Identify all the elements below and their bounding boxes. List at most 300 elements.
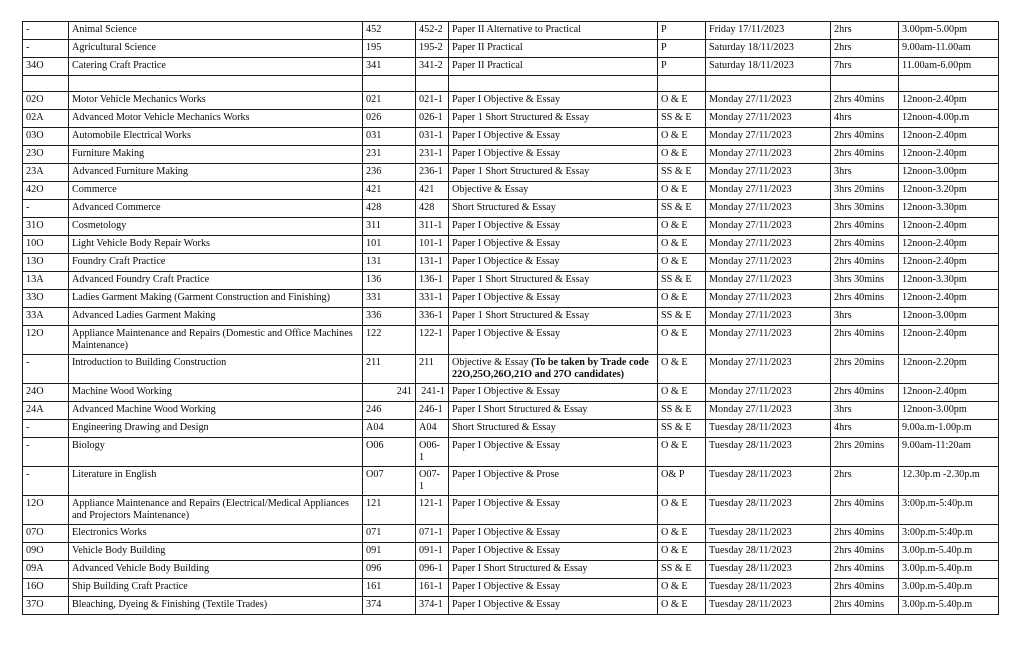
cell-date: Monday 27/11/2023 [706,254,831,272]
cell-date: Monday 27/11/2023 [706,146,831,164]
cell-paper-type: Paper I Objective & Essay [449,146,658,164]
cell-paper-code: 231-1 [416,146,449,164]
cell-subject-code: O07 [363,467,416,496]
cell-marking [658,76,706,92]
cell-paper-type [449,76,658,92]
cell-subject-code: O06 [363,438,416,467]
cell-date: Monday 27/11/2023 [706,200,831,218]
table-row [23,254,999,272]
cell-subject-code: 231 [363,146,416,164]
table-row [23,272,999,290]
cell-marking: O & E [658,438,706,467]
cell-subject: Appliance Maintenance and Repairs (Electrical/Medical Appliances and Projectors Maintenance) [69,496,363,525]
cell-duration: 3hrs 20mins [831,182,899,200]
table-row [23,597,999,615]
cell-marking: P [658,58,706,76]
cell-subject-code: 121 [363,496,416,525]
cell-date: Saturday 18/11/2023 [706,40,831,58]
cell-subject: Biology [69,438,363,467]
cell-paper-type: Paper I Objective & Essay [449,326,658,355]
cell-date: Friday 17/11/2023 [706,22,831,40]
cell-trade-code: - [23,467,69,496]
cell-subject-code: 241 [363,384,416,402]
table-row [23,146,999,164]
cell-subject: Cosmetology [69,218,363,236]
cell-trade-code: 02A [23,110,69,128]
cell-duration: 2hrs 40mins [831,290,899,308]
cell-time: 3.00pm-5.00pm [899,22,999,40]
cell-paper-type: Paper I Objective & Essay [449,525,658,543]
cell-subject: Ladies Garment Making (Garment Construction and Finishing) [69,290,363,308]
cell-trade-code: 03O [23,128,69,146]
cell-subject: Foundry Craft Practice [69,254,363,272]
cell-time: 12noon-3.30pm [899,272,999,290]
cell-date [706,76,831,92]
cell-duration: 2hrs 40mins [831,92,899,110]
cell-date: Monday 27/11/2023 [706,290,831,308]
cell-date: Monday 27/11/2023 [706,402,831,420]
cell-subject [69,76,363,92]
cell-subject-code: 021 [363,92,416,110]
cell-paper-code: 341-2 [416,58,449,76]
table-row [23,543,999,561]
cell-paper-code: 161-1 [416,579,449,597]
cell-paper-code: 026-1 [416,110,449,128]
cell-trade-code: 02O [23,92,69,110]
cell-marking: O & E [658,236,706,254]
cell-duration: 2hrs 40mins [831,579,899,597]
cell-paper-code: O06-1 [416,438,449,467]
cell-subject: Vehicle Body Building [69,543,363,561]
cell-time: 12noon-4.00p.m [899,110,999,128]
cell-time: 12noon-3.00pm [899,402,999,420]
table-row [23,110,999,128]
cell-time: 12noon-2.40pm [899,146,999,164]
cell-duration: 2hrs 40mins [831,326,899,355]
cell-time: 12noon-2.40pm [899,326,999,355]
cell-duration: 3hrs [831,308,899,326]
cell-marking: SS & E [658,308,706,326]
cell-subject-code: 131 [363,254,416,272]
cell-subject: Machine Wood Working [69,384,363,402]
cell-date: Saturday 18/11/2023 [706,58,831,76]
cell-subject-code: 421 [363,182,416,200]
cell-paper-type: Paper I Objective & Essay [449,438,658,467]
cell-trade-code: 12O [23,496,69,525]
cell-time: 9.00am-11.00am [899,40,999,58]
cell-marking: SS & E [658,561,706,579]
cell-subject: Introduction to Building Construction [69,355,363,384]
cell-paper-code: 091-1 [416,543,449,561]
cell-marking: SS & E [658,200,706,218]
cell-trade-code: - [23,40,69,58]
cell-paper-type [449,355,658,384]
table-spacer-row [23,76,999,92]
cell-subject: Advanced Vehicle Body Building [69,561,363,579]
cell-marking: SS & E [658,420,706,438]
paper-type-text: Objective & Essay [452,357,531,369]
cell-date: Monday 27/11/2023 [706,110,831,128]
cell-paper-type: Paper I Objective & Essay [449,236,658,254]
cell-subject: Literature in English [69,467,363,496]
cell-subject-code: 311 [363,218,416,236]
cell-date: Tuesday 28/11/2023 [706,438,831,467]
table-row [23,128,999,146]
cell-paper-code: 336-1 [416,308,449,326]
cell-subject: Advanced Ladies Garment Making [69,308,363,326]
cell-paper-code: 021-1 [416,92,449,110]
cell-subject-code: 161 [363,579,416,597]
cell-paper-type: Paper I Objective & Essay [449,128,658,146]
cell-duration: 2hrs 20mins [831,355,899,384]
cell-paper-type: Paper I Short Structured & Essay [449,561,658,579]
cell-date: Tuesday 28/11/2023 [706,597,831,615]
cell-date: Monday 27/11/2023 [706,182,831,200]
table-row [23,355,999,384]
table-row [23,420,999,438]
cell-trade-code: 10O [23,236,69,254]
table-row [23,438,999,467]
cell-time: 3.00p.m-5.40p.m [899,561,999,579]
cell-subject: Ship Building Craft Practice [69,579,363,597]
cell-subject-code: 122 [363,326,416,355]
cell-time: 12noon-3.20pm [899,182,999,200]
cell-trade-code: 13A [23,272,69,290]
cell-time: 12noon-2.40pm [899,384,999,402]
cell-duration: 3hrs 30mins [831,200,899,218]
cell-trade-code: 24O [23,384,69,402]
cell-marking: O & E [658,128,706,146]
cell-date: Monday 27/11/2023 [706,355,831,384]
cell-subject-code: 211 [363,355,416,384]
cell-paper-type: Paper II Practical [449,40,658,58]
cell-paper-code: A04 [416,420,449,438]
cell-subject: Bleaching, Dyeing & Finishing (Textile Trades) [69,597,363,615]
cell-marking: O & E [658,182,706,200]
cell-subject: Animal Science [69,22,363,40]
table-row [23,182,999,200]
cell-subject: Commerce [69,182,363,200]
cell-marking: SS & E [658,272,706,290]
cell-time: 9.00a.m-1.00p.m [899,420,999,438]
cell-date: Monday 27/11/2023 [706,164,831,182]
cell-subject-code: 096 [363,561,416,579]
cell-marking: O & E [658,597,706,615]
cell-time: 12noon-2.40pm [899,218,999,236]
cell-duration: 3hrs [831,164,899,182]
cell-trade-code: 13O [23,254,69,272]
cell-trade-code: 42O [23,182,69,200]
cell-paper-code: 428 [416,200,449,218]
cell-date: Monday 27/11/2023 [706,128,831,146]
timetable-container [22,21,998,615]
cell-paper-type: Paper I Short Structured & Essay [449,402,658,420]
cell-subject: Motor Vehicle Mechanics Works [69,92,363,110]
table-row [23,384,999,402]
cell-time: 12noon-2.40pm [899,254,999,272]
cell-paper-code: 211 [416,355,449,384]
cell-date: Tuesday 28/11/2023 [706,525,831,543]
cell-duration: 4hrs [831,110,899,128]
cell-subject-code: 428 [363,200,416,218]
paper-type-note: (To be taken by Trade code 22O,25O,26O,21O and 27O candidates) [452,357,649,381]
cell-marking: P [658,22,706,40]
cell-paper-type: Paper I Objective & Essay [449,290,658,308]
cell-trade-code: 07O [23,525,69,543]
cell-duration: 2hrs 40mins [831,236,899,254]
cell-duration: 2hrs 40mins [831,128,899,146]
cell-paper-code: 421 [416,182,449,200]
cell-subject-code [363,76,416,92]
cell-subject: Advanced Commerce [69,200,363,218]
cell-marking: O & E [658,290,706,308]
table-row [23,40,999,58]
cell-duration: 2hrs 40mins [831,146,899,164]
cell-paper-code: 241-1 [416,384,449,402]
cell-trade-code: - [23,420,69,438]
cell-paper-code [416,76,449,92]
cell-subject-code: 331 [363,290,416,308]
table-row [23,58,999,76]
cell-paper-type: Paper I Objective & Essay [449,597,658,615]
cell-paper-code: 031-1 [416,128,449,146]
cell-subject: Engineering Drawing and Design [69,420,363,438]
table-row [23,236,999,254]
cell-marking: O& P [658,467,706,496]
cell-subject: Advanced Machine Wood Working [69,402,363,420]
cell-time: 3:00p.m-5:40p.m [899,496,999,525]
cell-time: 3.00p.m-5.40p.m [899,597,999,615]
cell-duration [831,76,899,92]
cell-subject-code: 246 [363,402,416,420]
cell-time [899,76,999,92]
cell-paper-code: 101-1 [416,236,449,254]
cell-paper-code: 071-1 [416,525,449,543]
table-row [23,326,999,355]
cell-duration: 4hrs [831,420,899,438]
cell-paper-code: 374-1 [416,597,449,615]
cell-paper-type: Paper II Practical [449,58,658,76]
cell-date: Monday 27/11/2023 [706,92,831,110]
cell-time: 9.00am-11:20am [899,438,999,467]
cell-paper-type: Paper I Objective & Essay [449,218,658,236]
cell-marking: O & E [658,579,706,597]
cell-trade-code: - [23,22,69,40]
cell-trade-code: 37O [23,597,69,615]
cell-subject: Furniture Making [69,146,363,164]
cell-trade-code: 23A [23,164,69,182]
table-row [23,525,999,543]
cell-time: 12noon-2.40pm [899,290,999,308]
cell-marking: O & E [658,218,706,236]
cell-subject: Advanced Motor Vehicle Mechanics Works [69,110,363,128]
cell-time: 12noon-2.40pm [899,92,999,110]
cell-subject-code: 236 [363,164,416,182]
cell-paper-type: Paper II Alternative to Practical [449,22,658,40]
cell-date: Monday 27/11/2023 [706,218,831,236]
cell-subject-code: 195 [363,40,416,58]
cell-marking: SS & E [658,164,706,182]
table-row [23,22,999,40]
cell-duration: 2hrs [831,467,899,496]
cell-duration: 2hrs 40mins [831,218,899,236]
cell-marking: SS & E [658,402,706,420]
cell-duration: 2hrs 40mins [831,384,899,402]
cell-paper-code: 096-1 [416,561,449,579]
cell-time: 12noon-3.00pm [899,308,999,326]
table-row [23,290,999,308]
cell-subject: Automobile Electrical Works [69,128,363,146]
cell-trade-code: 24A [23,402,69,420]
cell-paper-type: Paper I Objective & Essay [449,579,658,597]
cell-duration: 2hrs 40mins [831,254,899,272]
cell-marking: P [658,40,706,58]
cell-time: 12.30p.m -2.30p.m [899,467,999,496]
cell-duration: 3hrs 30mins [831,272,899,290]
exam-timetable [22,21,999,615]
cell-date: Monday 27/11/2023 [706,384,831,402]
cell-paper-type: Paper 1 Short Structured & Essay [449,110,658,128]
cell-time: 11.00am-6.00pm [899,58,999,76]
cell-date: Tuesday 28/11/2023 [706,543,831,561]
cell-trade-code: 31O [23,218,69,236]
cell-duration: 7hrs [831,58,899,76]
cell-paper-type: Paper I Objective & Essay [449,496,658,525]
table-row [23,92,999,110]
cell-subject-code: 071 [363,525,416,543]
cell-time: 12noon-2.40pm [899,128,999,146]
cell-marking: SS & E [658,110,706,128]
cell-duration: 2hrs 40mins [831,597,899,615]
cell-paper-code: 136-1 [416,272,449,290]
cell-paper-type: Paper 1 Short Structured & Essay [449,164,658,182]
cell-paper-type: Paper I Objective & Prose [449,467,658,496]
cell-marking: O & E [658,525,706,543]
cell-subject-code: 091 [363,543,416,561]
cell-trade-code: - [23,200,69,218]
cell-subject-code: 026 [363,110,416,128]
cell-subject: Electronics Works [69,525,363,543]
cell-trade-code: 34O [23,58,69,76]
cell-duration: 2hrs 20mins [831,438,899,467]
cell-time: 3:00p.m-5:40p.m [899,525,999,543]
cell-time: 3.00p.m-5.40p.m [899,579,999,597]
cell-paper-code: 195-2 [416,40,449,58]
cell-duration: 2hrs 40mins [831,496,899,525]
cell-trade-code: - [23,438,69,467]
timetable-body [23,22,999,615]
cell-paper-type: Paper 1 Short Structured & Essay [449,308,658,326]
cell-subject-code: 101 [363,236,416,254]
cell-subject-code: 136 [363,272,416,290]
cell-marking: O & E [658,146,706,164]
cell-paper-code: 331-1 [416,290,449,308]
cell-paper-type: Paper I Objective & Essay [449,384,658,402]
table-row [23,218,999,236]
cell-duration: 2hrs 40mins [831,561,899,579]
cell-duration: 2hrs [831,22,899,40]
cell-paper-type: Objective & Essay [449,182,658,200]
table-row [23,561,999,579]
cell-time: 12noon-2.20pm [899,355,999,384]
cell-trade-code: 33O [23,290,69,308]
cell-duration: 2hrs 40mins [831,543,899,561]
cell-date: Monday 27/11/2023 [706,236,831,254]
table-row [23,308,999,326]
cell-duration: 2hrs 40mins [831,525,899,543]
cell-paper-code: 236-1 [416,164,449,182]
cell-subject: Advanced Furniture Making [69,164,363,182]
cell-paper-code: O07-1 [416,467,449,496]
cell-date: Tuesday 28/11/2023 [706,420,831,438]
cell-trade-code: - [23,355,69,384]
table-row [23,467,999,496]
cell-time: 3.00p.m-5.40p.m [899,543,999,561]
cell-trade-code: 23O [23,146,69,164]
cell-subject-code: 336 [363,308,416,326]
cell-subject-code: 452 [363,22,416,40]
cell-marking: O & E [658,326,706,355]
cell-paper-type: Short Structured & Essay [449,420,658,438]
cell-subject: Agricultural Science [69,40,363,58]
cell-marking: O & E [658,254,706,272]
cell-trade-code: 09O [23,543,69,561]
cell-trade-code: 16O [23,579,69,597]
cell-marking: O & E [658,92,706,110]
cell-trade-code: 33A [23,308,69,326]
cell-paper-code: 121-1 [416,496,449,525]
cell-subject-code: A04 [363,420,416,438]
table-row [23,579,999,597]
cell-date: Tuesday 28/11/2023 [706,496,831,525]
cell-paper-type: Paper I Objective & Essay [449,543,658,561]
cell-marking: O & E [658,355,706,384]
cell-date: Tuesday 28/11/2023 [706,467,831,496]
cell-subject: Light Vehicle Body Repair Works [69,236,363,254]
cell-subject-code: 374 [363,597,416,615]
cell-paper-code: 122-1 [416,326,449,355]
cell-paper-type: Paper I Objective & Essay [449,92,658,110]
table-row [23,200,999,218]
cell-date: Tuesday 28/11/2023 [706,579,831,597]
cell-date: Tuesday 28/11/2023 [706,561,831,579]
cell-time: 12noon-3.00pm [899,164,999,182]
cell-date: Monday 27/11/2023 [706,308,831,326]
cell-trade-code [23,76,69,92]
cell-subject: Catering Craft Practice [69,58,363,76]
cell-trade-code: 12O [23,326,69,355]
cell-marking: O & E [658,543,706,561]
cell-paper-code: 131-1 [416,254,449,272]
cell-subject-code: 031 [363,128,416,146]
table-row [23,402,999,420]
cell-subject-code: 341 [363,58,416,76]
table-row [23,496,999,525]
cell-date: Monday 27/11/2023 [706,272,831,290]
cell-trade-code: 09A [23,561,69,579]
cell-duration: 2hrs [831,40,899,58]
cell-paper-code: 311-1 [416,218,449,236]
cell-paper-type: Short Structured & Essay [449,200,658,218]
table-row [23,164,999,182]
cell-marking: O & E [658,496,706,525]
cell-paper-type: Paper 1 Short Structured & Essay [449,272,658,290]
cell-subject: Appliance Maintenance and Repairs (Domestic and Office Machines Maintenance) [69,326,363,355]
cell-duration: 3hrs [831,402,899,420]
cell-time: 12noon-3.30pm [899,200,999,218]
cell-subject: Advanced Foundry Craft Practice [69,272,363,290]
cell-time: 12noon-2.40pm [899,236,999,254]
